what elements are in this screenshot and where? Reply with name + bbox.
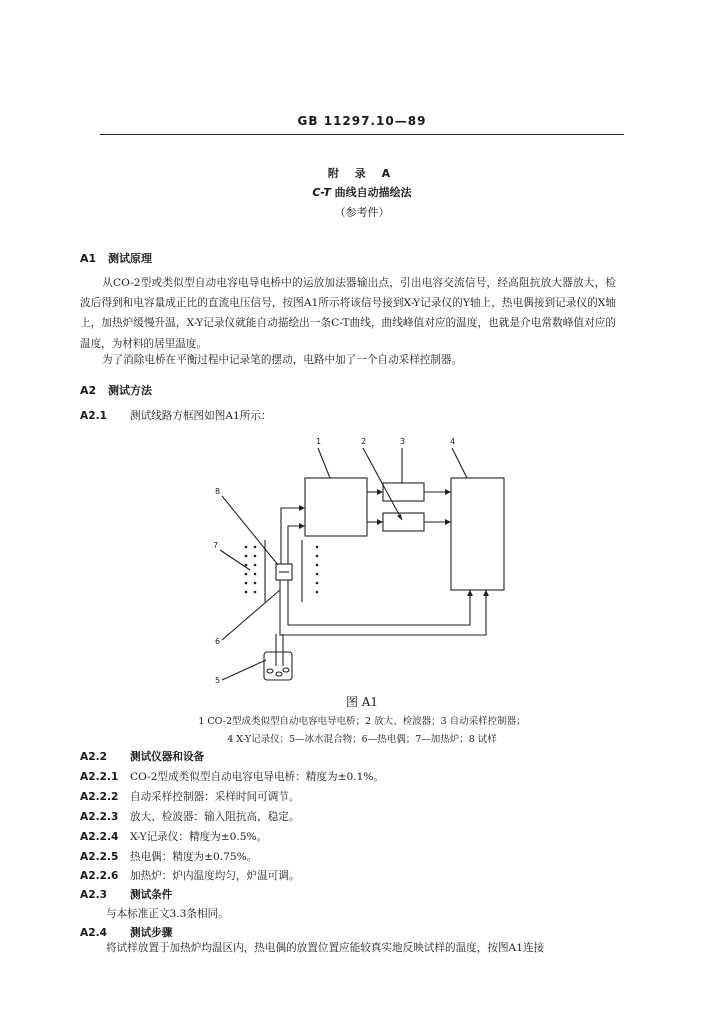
clause-a2-2 — [80, 749, 204, 764]
figure-label-8: 8 — [215, 487, 221, 496]
sampler-box — [383, 483, 424, 501]
figure-label-3: 3 — [400, 437, 406, 446]
section-a2-heading — [80, 382, 152, 398]
clause-a2-1 — [80, 408, 272, 423]
figure-legend-line-1: 1 CO-2型成类似型自动电容电导电桥；2 放大、检波器；3 自动采样控制器； — [198, 716, 526, 727]
clause-text: X-Y记录仪：精度为±0.5%。 — [130, 831, 268, 843]
section-number: A2 — [80, 384, 97, 397]
document-title — [0, 184, 724, 200]
clause-text: 加热炉：炉内温度均匀，炉温可调。 — [130, 870, 300, 882]
clause-a2-2-2 — [80, 789, 300, 804]
clause-text: 测试条件 — [130, 889, 173, 901]
clause-number: A2.2.6 — [80, 870, 119, 882]
clause-number: A2.2.4 — [80, 831, 119, 843]
figure-caption: 图 A1 — [345, 695, 379, 709]
figure-label-4: 4 — [450, 437, 456, 446]
section-title: 测试原理 — [108, 252, 152, 265]
figure-a1-diagram — [180, 430, 540, 690]
clause-number: A2.2.5 — [80, 851, 119, 863]
clause-number: A2.2.3 — [80, 811, 119, 823]
figure-label-7: 7 — [213, 541, 219, 550]
figure-label-6: 6 — [215, 637, 221, 646]
clause-a2-3-body — [106, 906, 229, 921]
reference-note: （参考件） — [334, 206, 390, 219]
clause-number: A2.4 — [80, 927, 107, 939]
clause-text: 测试仪器和设备 — [130, 751, 205, 763]
header-rule — [100, 134, 624, 135]
title-ct: C-T — [312, 186, 331, 199]
standard-number: GB 11297.10—89 — [297, 114, 427, 128]
figure-label-1: 1 — [316, 437, 322, 446]
paragraph-a1-principle — [80, 273, 616, 354]
bridge-box — [305, 478, 367, 536]
clause-text: CO-2型成类似型自动电容电导电桥：精度为±0.1%。 — [130, 771, 384, 783]
clause-a2-3 — [80, 887, 172, 902]
clause-number: A2.2 — [80, 751, 107, 763]
clause-text: 热电偶：精度为±0.75%。 — [130, 851, 258, 863]
figure-legend-line-2: 4 X-Y记录仪；5—冰水混合物；6—热电偶；7—加热炉；8 试样 — [227, 734, 497, 745]
section-title: 测试方法 — [108, 384, 152, 397]
clause-a2-2-3 — [80, 809, 300, 824]
recorder-box — [451, 478, 504, 590]
clause-text: 测试线路方框图如图A1所示： — [130, 410, 272, 422]
clause-a2-2-1 — [80, 769, 384, 784]
section-number: A1 — [80, 252, 97, 265]
paragraph-a1-sampler — [80, 350, 616, 370]
clause-a2-2-4 — [80, 829, 267, 844]
amplifier-box — [383, 513, 424, 531]
clause-text: 放大、检波器：输入阻抗高，稳定。 — [130, 811, 300, 823]
section-a1-heading — [80, 250, 152, 266]
title-rest: 曲线自动描绘法 — [330, 186, 412, 199]
figure-label-5: 5 — [215, 676, 221, 685]
clause-text: 测试步骤 — [130, 927, 173, 939]
clause-a2-2-5 — [80, 849, 257, 864]
clause-number: A2.2.2 — [80, 791, 119, 803]
clause-text: 与本标准正文3.3条相同。 — [106, 908, 229, 920]
clause-text: 自动采样控制器：采样时间可调节。 — [130, 791, 300, 803]
appendix-title: 附 录 A — [327, 167, 397, 180]
clause-a2-2-6 — [80, 868, 300, 883]
paragraph-text: 为了消除电桥在平衡过程中记录笔的摆动，电路中加了一个自动采样控制器。 — [102, 354, 463, 366]
clause-number: A2.2.1 — [80, 771, 119, 783]
clause-number: A2.1 — [80, 410, 107, 422]
paragraph-text: 从CO-2型或类似型自动电容电导电桥中的运放加法器输出点，引出电容交流信号，经高阻抗放大器放大，检波后得到和电容量成正比的直流电压信号，按图A1所示将该信号接到X-Y记录仪的Y轴上，热电偶接到记录仪的X轴上，加热炉缓慢升温，X-Y记录仪就能自动描绘出一条C-T曲线，曲线峰值对应的温度，也就是介电常数峰值对应的温度，为材料的居里温度。 — [80, 277, 616, 350]
paragraph-a2-4: 将试样放置于加热炉均温区内，热电偶的放置位置应能较真实地反映试样的温度，按图A1连接 — [106, 942, 545, 954]
figure-label-2: 2 — [361, 437, 367, 446]
clause-number: A2.3 — [80, 889, 107, 901]
